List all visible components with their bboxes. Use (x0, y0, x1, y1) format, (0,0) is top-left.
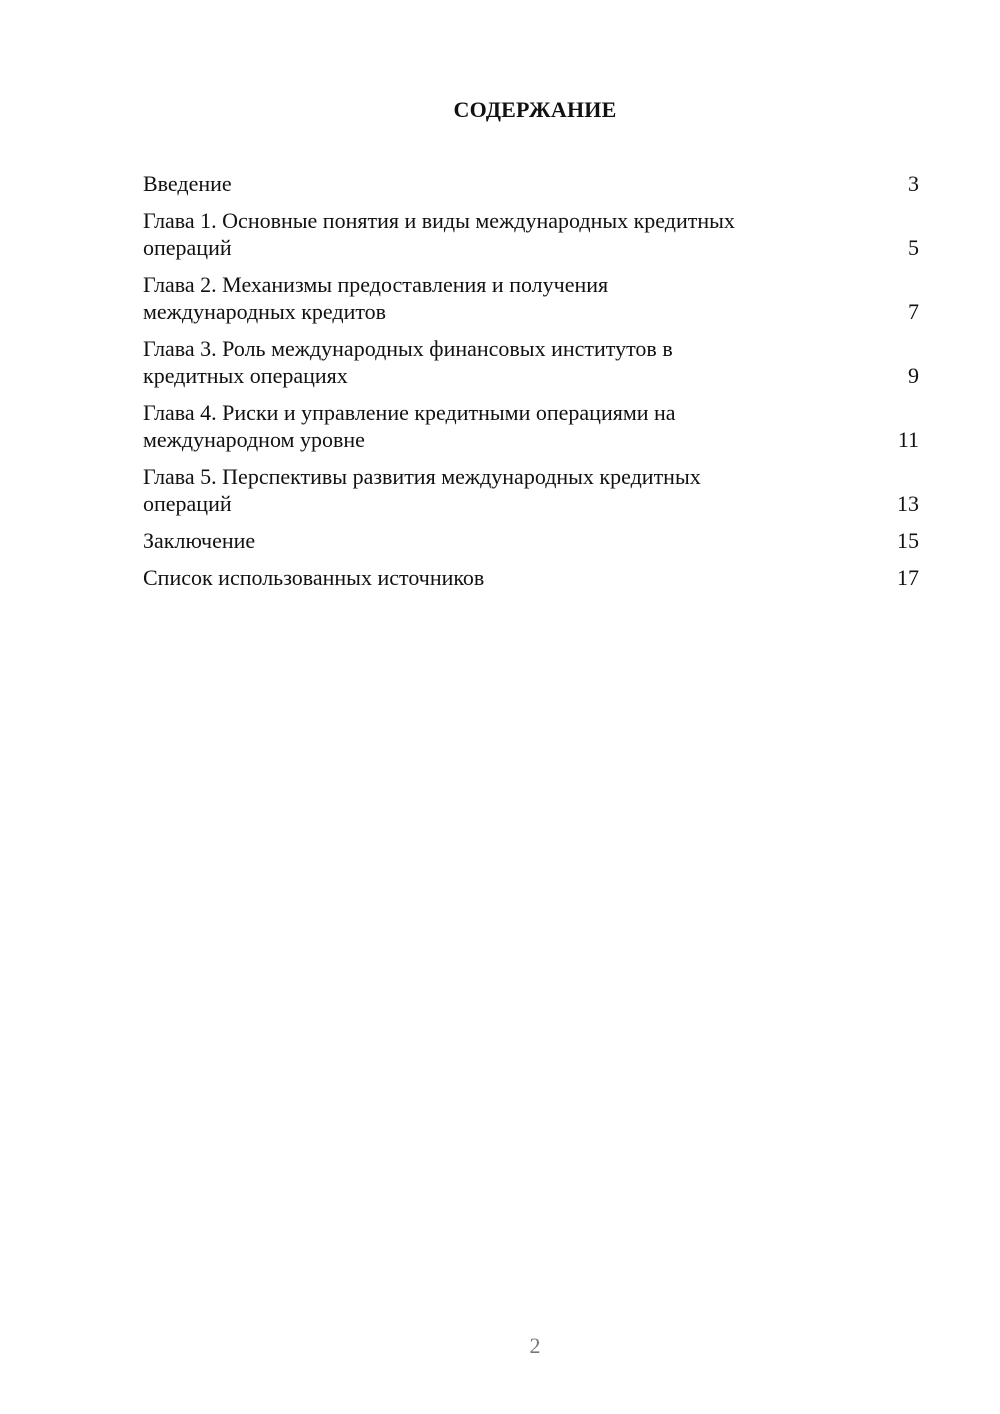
toc-entry-text: Заключение (143, 528, 256, 553)
toc-entry-page: 7 (908, 299, 919, 324)
toc-entry-chapter-3 (143, 335, 919, 389)
toc-entry-conclusion (143, 527, 919, 554)
toc-entry-text: Глава 2. Механизмы предоставления и получения международных кредитов (143, 272, 609, 324)
toc-entry-text: Глава 1. Основные понятия и виды международных кредитных операций (143, 208, 735, 260)
toc-entry-text: Введение (143, 171, 232, 196)
toc-entry-text: Глава 4. Риски и управление кредитными операциями на международном уровне (143, 400, 676, 452)
toc-entry-chapter-5 (143, 463, 919, 517)
toc-entry-page: 5 (908, 235, 919, 260)
toc-entry-text: Глава 3. Роль международных финансовых институтов в кредитных операциях (143, 336, 673, 388)
toc-entry-references (143, 564, 919, 591)
toc-entry-text: Список использованных источников (143, 565, 485, 590)
toc-entry-page: 17 (897, 565, 919, 590)
toc-entry-chapter-2 (143, 271, 919, 325)
page-title: СОДЕРЖАНИЕ (453, 97, 617, 122)
toc-entry-introduction (143, 170, 919, 197)
toc-entry-page: 9 (908, 363, 919, 388)
toc-entry-page: 11 (897, 427, 919, 452)
toc-entry-chapter-4 (143, 399, 919, 453)
page-number: 2 (529, 1333, 541, 1358)
toc-entry-page: 15 (897, 528, 919, 553)
toc-entry-page: 13 (897, 491, 919, 516)
toc-entry-chapter-1 (143, 207, 919, 261)
toc-entry-text: Глава 5. Перспективы развития международных кредитных операций (143, 464, 701, 516)
toc-entry-page: 3 (908, 171, 919, 196)
table-of-contents (143, 170, 919, 601)
